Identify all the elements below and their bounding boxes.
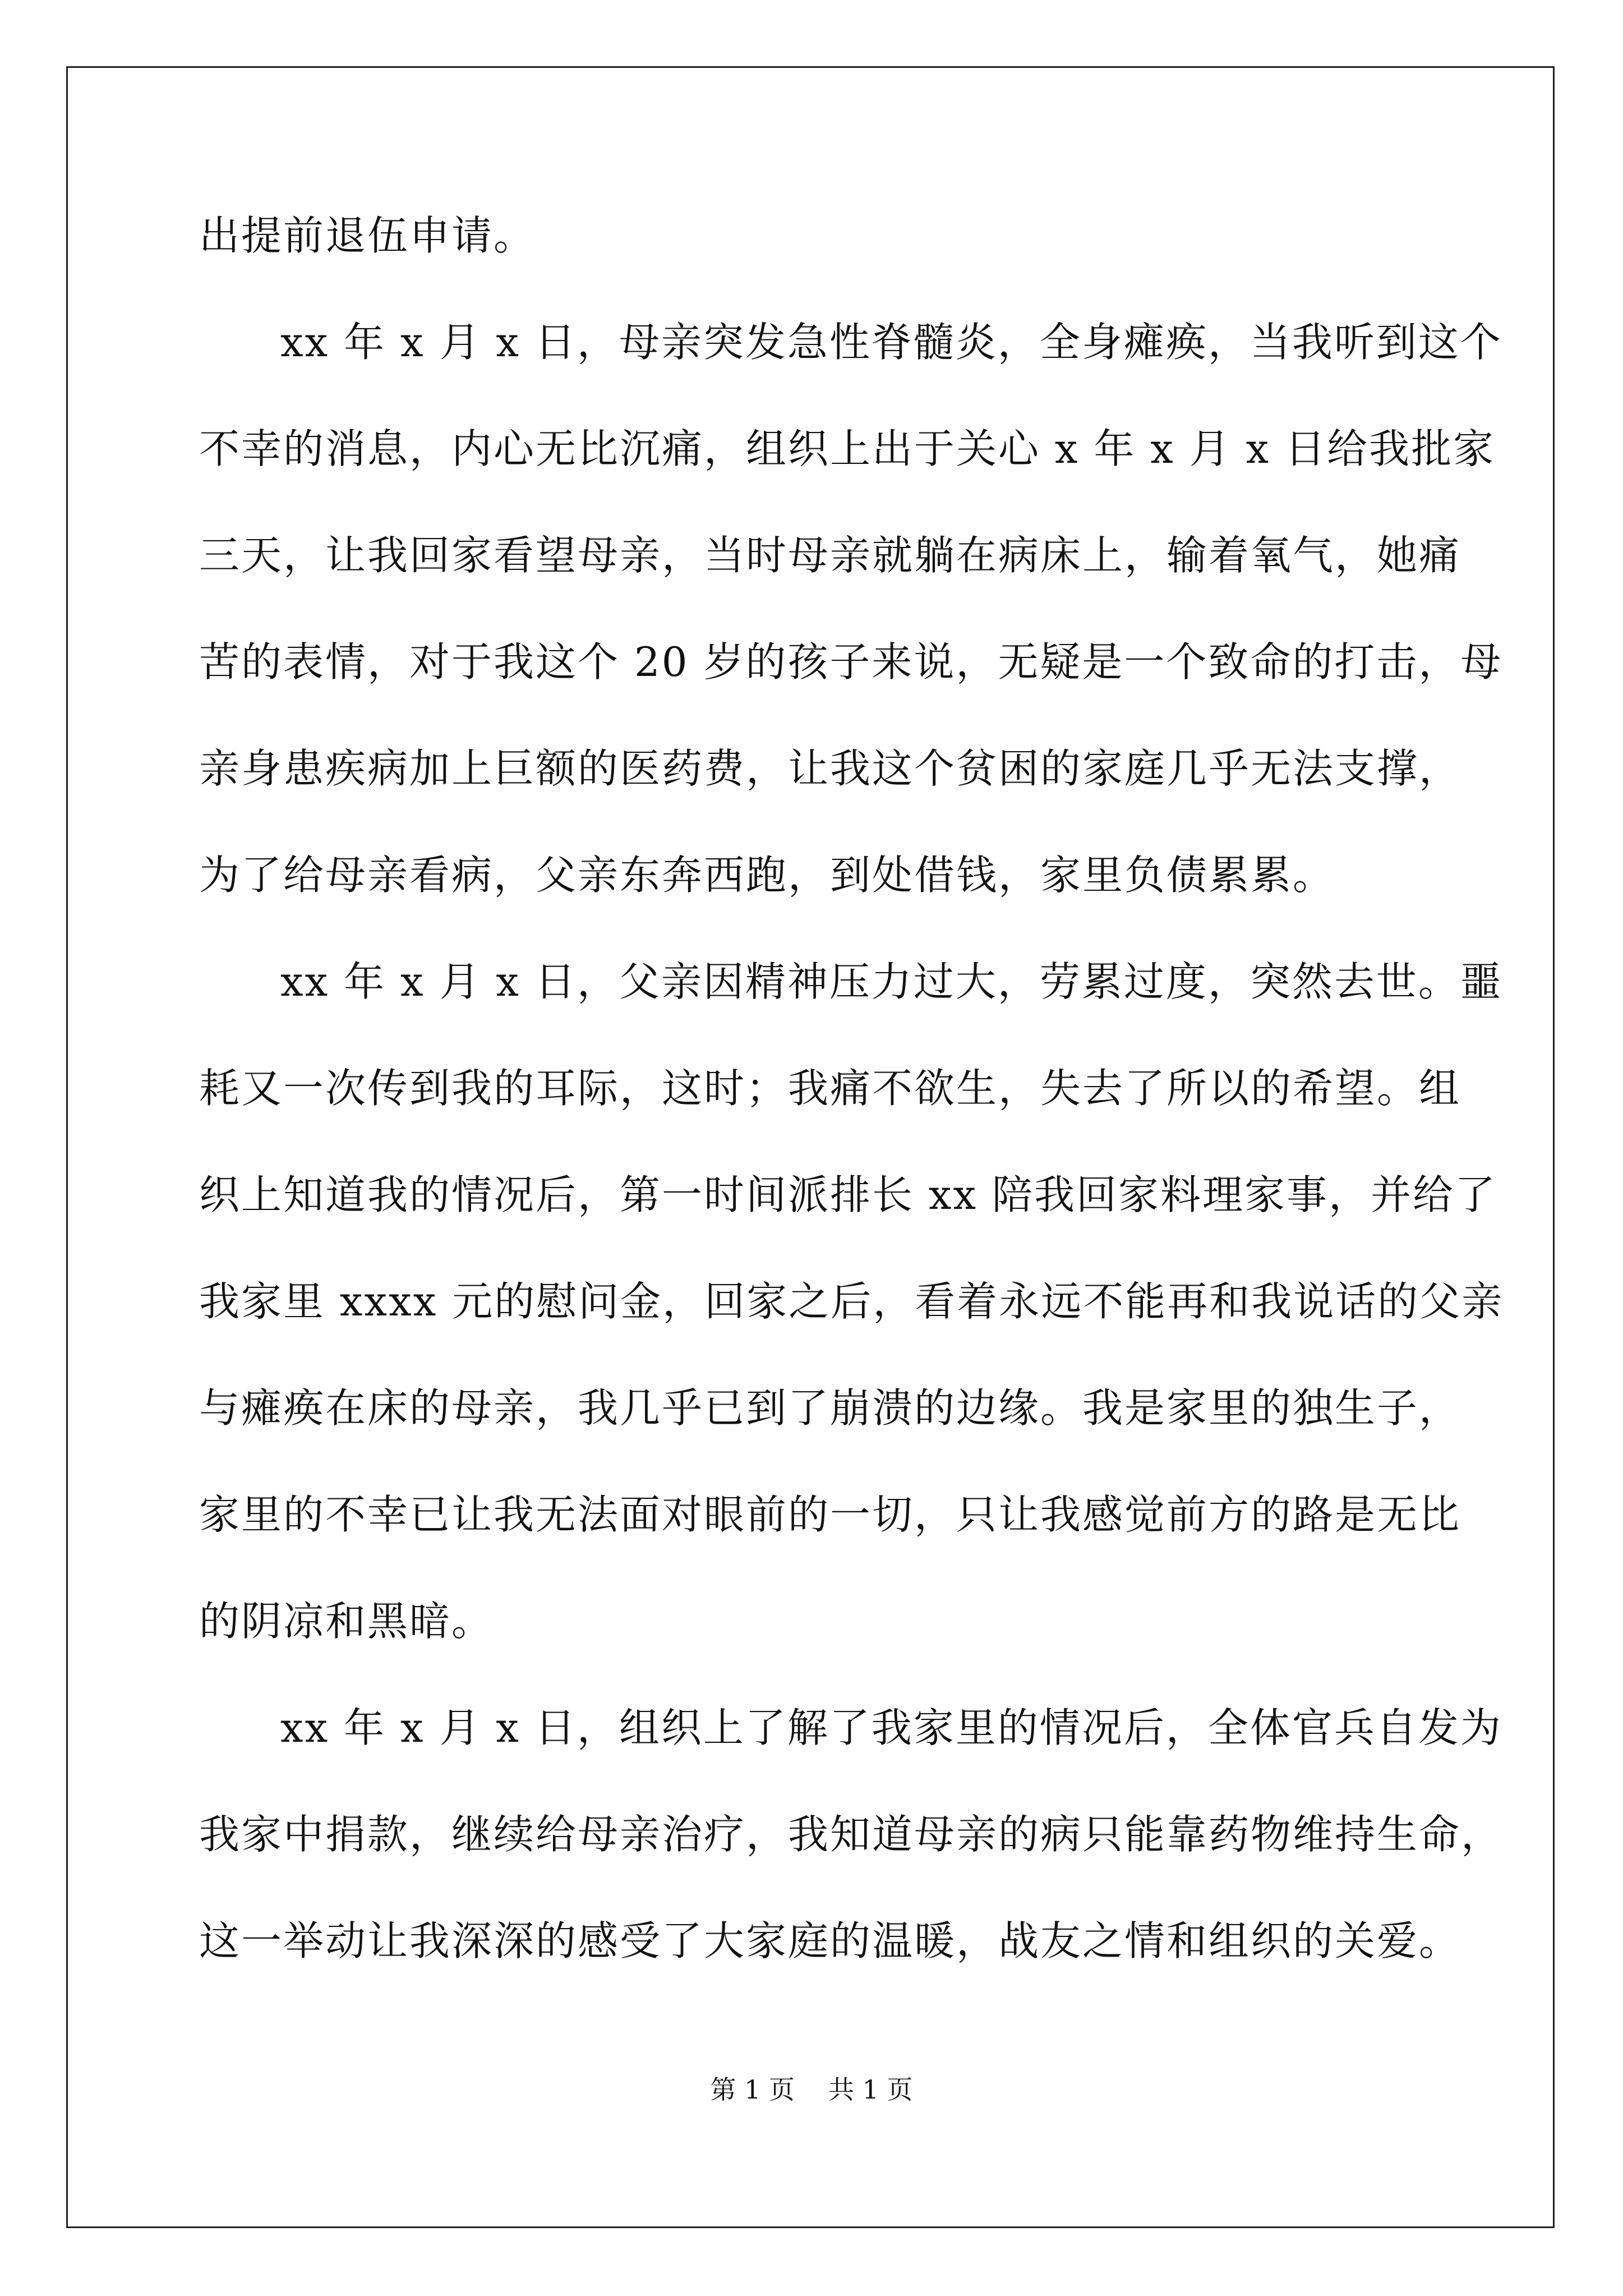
text-line-1: 出提前退伍申请。 — [199, 212, 536, 259]
text-line-5: 苦的表情，对于我这个 20 岁的孩子来说，无疑是一个致命的打击，母 — [199, 638, 1503, 685]
text-line-10: 织上知道我的情况后，第一时间派排长 xx 陪我回家料理家事，并给了 — [199, 1171, 1497, 1218]
page-footer — [0, 2074, 1623, 2105]
text-line-13: 家里的不幸已让我无法面对眼前的一切，只让我感觉前方的路是无比 — [199, 1491, 1461, 1538]
text-line-8: xx 年 x 月 x 日，父亲因精神压力过大，劳累过度，突然去世。噩 — [280, 958, 1502, 1005]
text-line-7: 为了给母亲看病，父亲东奔西跑，到处借钱，家里负债累累。 — [199, 852, 1335, 899]
text-line-4: 三天，让我回家看望母亲，当时母亲就躺在病床上，输着氧气，她痛 — [199, 532, 1461, 579]
text-line-14: 的阴凉和黑暗。 — [199, 1598, 494, 1645]
text-line-15: xx 年 x 月 x 日，组织上了解了我家里的情况后，全体官兵自发为 — [280, 1704, 1502, 1751]
text-line-17: 这一举动让我深深的感受了大家庭的温暖，战友之情和组织的关爱。 — [199, 1917, 1461, 1964]
text-line-16: 我家中捐款，继续给母亲治疗，我知道母亲的病只能靠药物维持生命， — [199, 1811, 1504, 1858]
text-line-9: 耗又一次传到我的耳际，这时；我痛不欲生，失去了所以的希望。组 — [199, 1065, 1461, 1112]
page-border — [66, 66, 1555, 2228]
text-line-12: 与瘫痪在床的母亲，我几乎已到了崩溃的边缘。我是家里的独生子， — [199, 1384, 1461, 1432]
text-line-3: 不幸的消息，内心无比沉痛，组织上出于关心 x 年 x 月 x 日给我批家 — [199, 425, 1496, 472]
text-line-11: 我家里 xxxx 元的慰问金，回家之后，看着永远不能再和我说话的父亲 — [199, 1278, 1504, 1325]
text-line-6: 亲身患疾病加上巨额的医药费，让我这个贫困的家庭几乎无法支撑， — [199, 745, 1461, 792]
page-total: 共 1 页 — [828, 2074, 913, 2105]
page-number: 第 1 页 — [710, 2074, 795, 2105]
text-line-2: xx 年 x 月 x 日，母亲突发急性脊髓炎，全身瘫痪，当我听到这个 — [280, 319, 1502, 366]
